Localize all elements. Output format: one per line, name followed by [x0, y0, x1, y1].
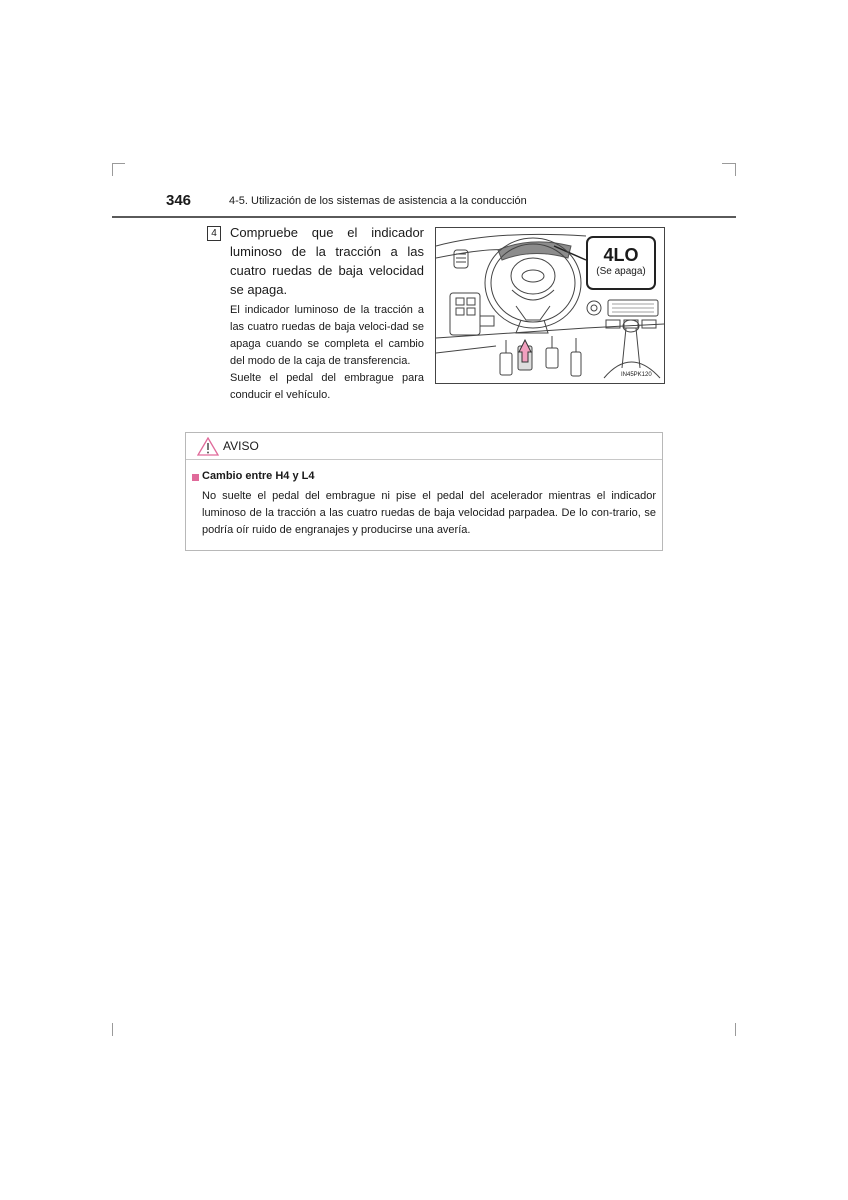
warning-body: No suelte el pedal del embrague ni pise el pedal del acelerador mientras el indicador luminoso de la tracción a las cuatro ruedas de baja velocidad parpadea. De lo con-trario, se podría oír ruido de engranajes y producirse una avería.: [202, 490, 656, 536]
warning-triangle-icon: [197, 437, 219, 456]
bullet-square-icon: [192, 474, 199, 481]
dashboard-illustration: [435, 227, 665, 384]
figure-code: IN45PK120: [621, 372, 652, 378]
crop-mark: [735, 163, 736, 176]
crop-mark: [722, 163, 735, 164]
header-divider: [112, 216, 736, 218]
step-detail-clutch: Suelte el pedal del embrague para conducir el vehículo.: [230, 372, 424, 401]
warning-subheading: Cambio entre H4 y L4: [202, 470, 315, 482]
step-instruction: Compruebe que el indicador luminoso de la tracción a las cuatro ruedas de baja velocidad se apaga.: [230, 225, 424, 297]
crop-mark: [112, 1023, 113, 1036]
warning-header: [186, 433, 662, 460]
crop-mark: [112, 163, 125, 164]
indicator-callout: [586, 236, 656, 290]
step-details: [230, 302, 424, 404]
step-number-badge: 4: [207, 226, 221, 241]
warning-box: [185, 432, 663, 551]
dial-knob: [587, 301, 601, 315]
crop-mark: [112, 163, 113, 176]
indicator-label: 4LO: [603, 245, 639, 265]
section-title: 4-5. Utilización de los sistemas de asistencia a la conducción: [229, 195, 527, 207]
step-detail-indicator: El indicador luminoso de la tracción a las cuatro ruedas de baja veloci-dad se apaga cuando se completa el cambio del modo de la caja de transferencia.: [230, 304, 424, 367]
page-number: 346: [166, 192, 192, 209]
crop-mark: [735, 1023, 736, 1036]
warning-title: AVISO: [223, 439, 259, 453]
indicator-status: (Se apaga): [596, 266, 646, 277]
